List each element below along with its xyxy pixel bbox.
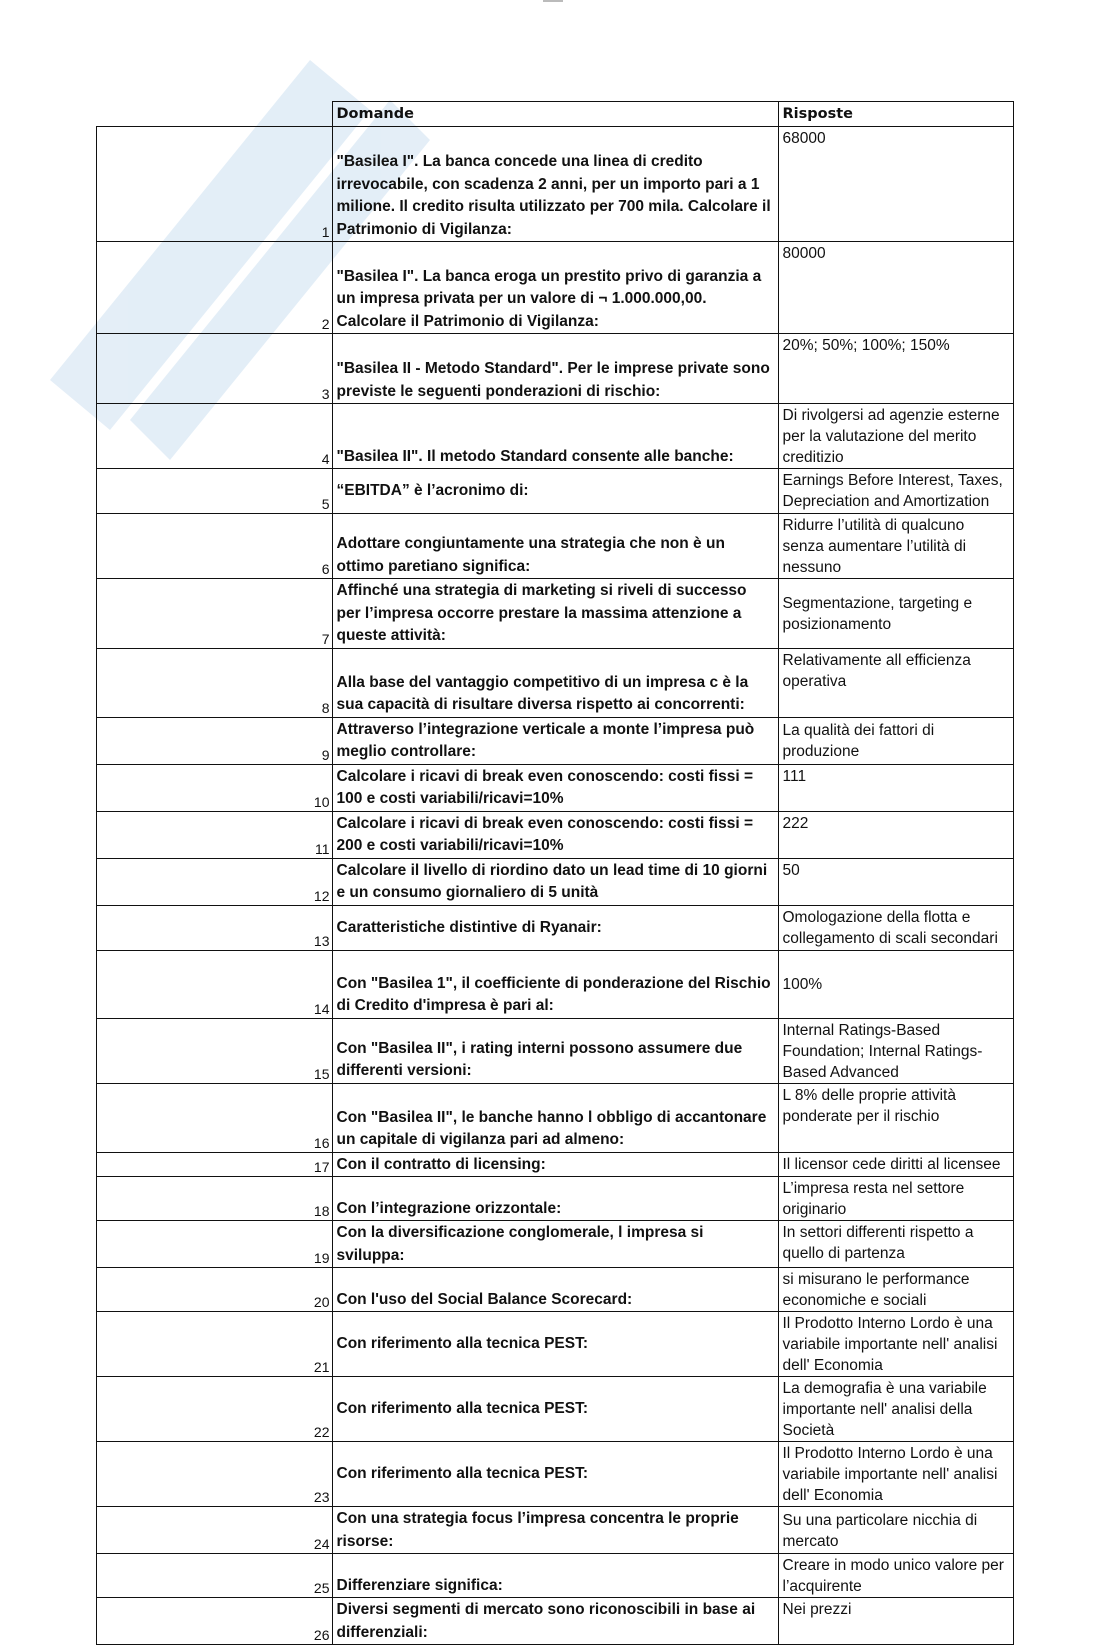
header-risposte: Risposte [778, 102, 1014, 127]
row-number: 20 [97, 1268, 333, 1312]
answer-cell: La qualità dei fattori di produzione [778, 717, 1014, 764]
table-row [97, 514, 1014, 579]
answer-cell: 111 [778, 764, 1014, 811]
table-row [97, 950, 1014, 1018]
answer-cell: Ridurre l’utilità di qualcuno senza aumentare l’utilità di nessuno [778, 514, 1014, 579]
question-cell: Con una strategia focus l’impresa concentra le proprie risorse: [332, 1507, 778, 1554]
question-cell: Adottare congiuntamente una strategia che non è un ottimo paretiano significa: [332, 514, 778, 579]
answer-cell: Omologazione della flotta e collegamento di scali secondari [778, 905, 1014, 950]
question-cell: “EBITDA” è l’acronimo di: [332, 469, 778, 514]
answer-cell: 100% [778, 950, 1014, 1018]
row-number: 6 [97, 514, 333, 579]
row-number: 13 [97, 905, 333, 950]
question-cell: "Basilea I". La banca concede una linea di credito irrevocabile, con scadenza 2 anni, per un importo pari a 1 milione. Il credito risulta utilizzato per 700 mila. Calcolare il Patrimonio di Vigilanza: [332, 127, 778, 242]
question-cell: Con l’integrazione orizzontale: [332, 1177, 778, 1221]
row-number: 21 [97, 1312, 333, 1377]
table-row [97, 1083, 1014, 1152]
question-cell: Affinché una strategia di marketing si riveli di successo per l’impresa occorre prestare la massima attenzione a queste attività: [332, 579, 778, 649]
row-number: 25 [97, 1554, 333, 1598]
table-row [97, 242, 1014, 334]
table-row [97, 1018, 1014, 1083]
row-number: 5 [97, 469, 333, 514]
row-number: 23 [97, 1442, 333, 1507]
answer-cell: 68000 [778, 127, 1014, 242]
question-cell: "Basilea II". Il metodo Standard consente alle banche: [332, 404, 778, 469]
row-number: 2 [97, 242, 333, 334]
question-cell: Con "Basilea II", i rating interni possono assumere due differenti versioni: [332, 1018, 778, 1083]
table-row [97, 717, 1014, 764]
row-number: 24 [97, 1507, 333, 1554]
answer-cell: Creare in modo unico valore per l’acquirente [778, 1554, 1014, 1598]
table-row [97, 579, 1014, 649]
table-row [97, 1507, 1014, 1554]
answer-cell: 50 [778, 858, 1014, 905]
question-cell: Con l'uso del Social Balance Scorecard: [332, 1268, 778, 1312]
answer-cell: si misurano le performance economiche e sociali [778, 1268, 1014, 1312]
question-cell: Diversi segmenti di mercato sono riconoscibili in base ai differenziali: [332, 1598, 778, 1645]
question-cell: Con la diversificazione conglomerale, l impresa si sviluppa: [332, 1221, 778, 1268]
row-number: 18 [97, 1177, 333, 1221]
question-cell: Calcolare il livello di riordino dato un lead time di 10 giorni e un consumo giornaliero di 5 unità [332, 858, 778, 905]
row-number: 16 [97, 1083, 333, 1152]
table-row [97, 1598, 1014, 1645]
table-row [97, 1312, 1014, 1377]
table-row [97, 811, 1014, 858]
row-number: 10 [97, 764, 333, 811]
row-number: 22 [97, 1377, 333, 1442]
table-row [97, 1377, 1014, 1442]
question-cell: Con il contratto di licensing: [332, 1152, 778, 1177]
answer-cell: 80000 [778, 242, 1014, 334]
row-number: 3 [97, 334, 333, 404]
answer-cell: Relativamente all efficienza operativa [778, 648, 1014, 717]
question-cell: Calcolare i ricavi di break even conoscendo: costi fissi = 100 e costi variabili/ricavi=10% [332, 764, 778, 811]
answer-cell: Di rivolgersi ad agenzie esterne per la valutazione del merito creditizio [778, 404, 1014, 469]
table-row [97, 1442, 1014, 1507]
answer-cell: 222 [778, 811, 1014, 858]
table-row [97, 905, 1014, 950]
table-row [97, 648, 1014, 717]
row-number: 9 [97, 717, 333, 764]
answer-cell: Earnings Before Interest, Taxes, Depreciation and Amortization [778, 469, 1014, 514]
row-number: 1 [97, 127, 333, 242]
question-cell: "Basilea II - Metodo Standard". Per le imprese private sono previste le seguenti ponderazioni di rischio: [332, 334, 778, 404]
row-number: 12 [97, 858, 333, 905]
answer-cell: Internal Ratings-Based Foundation; Internal Ratings-Based Advanced [778, 1018, 1014, 1083]
answer-cell: 20%; 50%; 100%; 150% [778, 334, 1014, 404]
answer-cell: Il Prodotto Interno Lordo è una variabile importante nell' analisi dell' Economia [778, 1442, 1014, 1507]
question-cell: Attraverso l’integrazione verticale a monte l’impresa può meglio controllare: [332, 717, 778, 764]
row-number: 7 [97, 579, 333, 649]
answer-cell: La demografia è una variabile importante nell' analisi della Società [778, 1377, 1014, 1442]
table-row [97, 127, 1014, 242]
row-number: 14 [97, 950, 333, 1018]
question-cell: Alla base del vantaggio competitivo di un impresa c è la sua capacità di risultare diversa rispetto ai concorrenti: [332, 648, 778, 717]
question-cell: Con riferimento alla tecnica PEST: [332, 1377, 778, 1442]
answer-cell: Nei prezzi [778, 1598, 1014, 1645]
question-cell: Calcolare i ricavi di break even conoscendo: costi fissi = 200 e costi variabili/ricavi=10% [332, 811, 778, 858]
question-cell: Differenziare significa: [332, 1554, 778, 1598]
table-row [97, 1221, 1014, 1268]
question-cell: Con "Basilea 1", il coefficiente di ponderazione del Rischio di Credito d'impresa è pari al: [332, 950, 778, 1018]
answer-cell: In settori differenti rispetto a quello di partenza [778, 1221, 1014, 1268]
table-row [97, 334, 1014, 404]
table-row [97, 1268, 1014, 1312]
row-number: 19 [97, 1221, 333, 1268]
header-corner [97, 102, 333, 127]
table-row [97, 858, 1014, 905]
table-row [97, 1554, 1014, 1598]
row-number: 15 [97, 1018, 333, 1083]
question-cell: Con riferimento alla tecnica PEST: [332, 1312, 778, 1377]
answer-cell: Segmentazione, targeting e posizionamento [778, 579, 1014, 649]
table-row [97, 1177, 1014, 1221]
answer-cell: Il licensor cede diritti al licensee [778, 1152, 1014, 1177]
row-number: 8 [97, 648, 333, 717]
answer-cell: L 8% delle proprie attività ponderate per il rischio [778, 1083, 1014, 1152]
answer-cell: L’impresa resta nel settore originario [778, 1177, 1014, 1221]
header-domande: Domande [332, 102, 778, 127]
qa-table [96, 101, 1014, 1645]
table-header-row [97, 102, 1014, 127]
table-row [97, 764, 1014, 811]
table-row [97, 1152, 1014, 1177]
question-cell: "Basilea I". La banca eroga un prestito privo di garanzia a un impresa privata per un valore di ¬ 1.000.000,00. Calcolare il Patrimonio di Vigilanza: [332, 242, 778, 334]
question-cell: Con riferimento alla tecnica PEST: [332, 1442, 778, 1507]
question-cell: Con "Basilea II", le banche hanno l obbligo di accantonare un capitale di vigilanza pari ad almeno: [332, 1083, 778, 1152]
row-number: 11 [97, 811, 333, 858]
answer-cell: Su una particolare nicchia di mercato [778, 1507, 1014, 1554]
page-top-mark [543, 0, 563, 2]
question-cell: Caratteristiche distintive di Ryanair: [332, 905, 778, 950]
row-number: 4 [97, 404, 333, 469]
row-number: 26 [97, 1598, 333, 1645]
table-row [97, 404, 1014, 469]
answer-cell: Il Prodotto Interno Lordo è una variabile importante nell' analisi dell' Economia [778, 1312, 1014, 1377]
table-row [97, 469, 1014, 514]
row-number: 17 [97, 1152, 333, 1177]
